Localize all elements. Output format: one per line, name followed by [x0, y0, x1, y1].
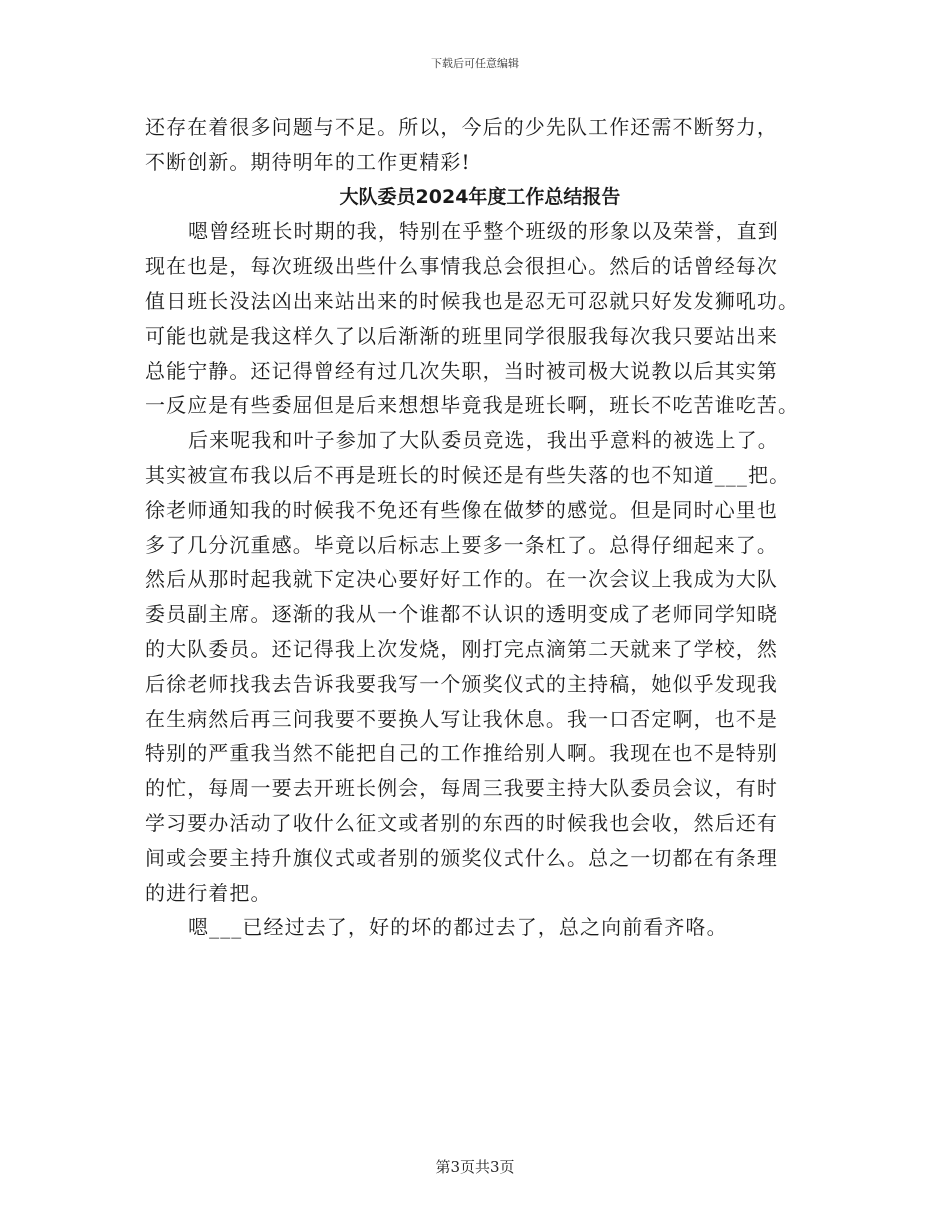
page-header: 下载后可任意编辑	[431, 57, 519, 70]
paragraph-line: 可能也就是我这样久了以后渐渐的班里同学很服我每次我只要站出来	[145, 323, 778, 348]
paragraph-line: 现在也是，每次班级出些什么事情我总会很担心。然后的话曾经每次	[145, 254, 778, 279]
paragraph-line: 值日班长没法凶出来站出来的时候我也是忍无可忍就只好发发狮吼功。	[145, 288, 800, 313]
document-body	[145, 110, 815, 945]
paragraph-line: 学习要办活动了收什么征文或者别的东西的时候我也会收，然后还有	[145, 810, 778, 835]
paragraph-line: 多了几分沉重感。毕竟以后标志上要多一条杠了。总得仔细起来了。	[145, 532, 778, 557]
paragraph-line: 后来呢我和叶子参加了大队委员竞选，我出乎意料的被选上了。	[188, 428, 779, 453]
paragraph-line: 一反应是有些委屈但是后来想想毕竟我是班长啊，班长不吃苦谁吃苦。	[145, 393, 800, 418]
paragraph-line: 嗯曾经班长时期的我，特别在乎整个班级的形象以及荣誉，直到	[188, 219, 779, 244]
paragraph-line: 的忙，每周一要去开班长例会，每周三我要主持大队委员会议，有时	[145, 776, 778, 801]
paragraph-line: 徐老师通知我的时候我不免还有些像在做梦的感觉。但是同时心里也	[145, 497, 778, 522]
paragraph-line: 嗯___已经过去了，好的坏的都过去了，总之向前看齐咯。	[188, 915, 728, 940]
intro-line: 不断创新。期待明年的工作更精彩!	[145, 149, 471, 174]
paragraph-line: 在生病然后再三问我要不要换人写让我休息。我一口否定啊，也不是	[145, 706, 778, 731]
paragraph-line: 总能宁静。还记得曾经有过几次失职，当时被司极大说教以后其实第	[145, 358, 778, 383]
document-title: 大队委员2024年度工作总结报告	[339, 185, 621, 208]
paragraph-line: 的进行着把。	[145, 880, 272, 905]
page-number: 第3页共3页	[435, 1158, 515, 1176]
paragraph-line: 然后从那时起我就下定决心要好好工作的。在一次会议上我成为大队	[145, 567, 778, 592]
paragraph-line: 特别的严重我当然不能把自己的工作推给别人啊。我现在也不是特别	[145, 741, 778, 766]
paragraph-line: 的大队委员。还记得我上次发烧，刚打完点滴第二天就来了学校，然	[145, 636, 778, 661]
intro-line: 还存在着很多问题与不足。所以，今后的少先队工作还需不断努力，	[145, 115, 778, 139]
paragraph-line: 委员副主席。逐渐的我从一个谁都不认识的透明变成了老师同学知晓	[145, 602, 778, 627]
paragraph-line: 其实被宣布我以后不再是班长的时候还是有些失落的也不知道___把。	[145, 462, 791, 487]
paragraph-line: 后徐老师找我去告诉我要我写一个颁奖仪式的主持稿，她似乎发现我	[145, 671, 778, 696]
paragraph-line: 间或会要主持升旗仪式或者别的颁奖仪式什么。总之一切都在有条理	[145, 845, 778, 870]
